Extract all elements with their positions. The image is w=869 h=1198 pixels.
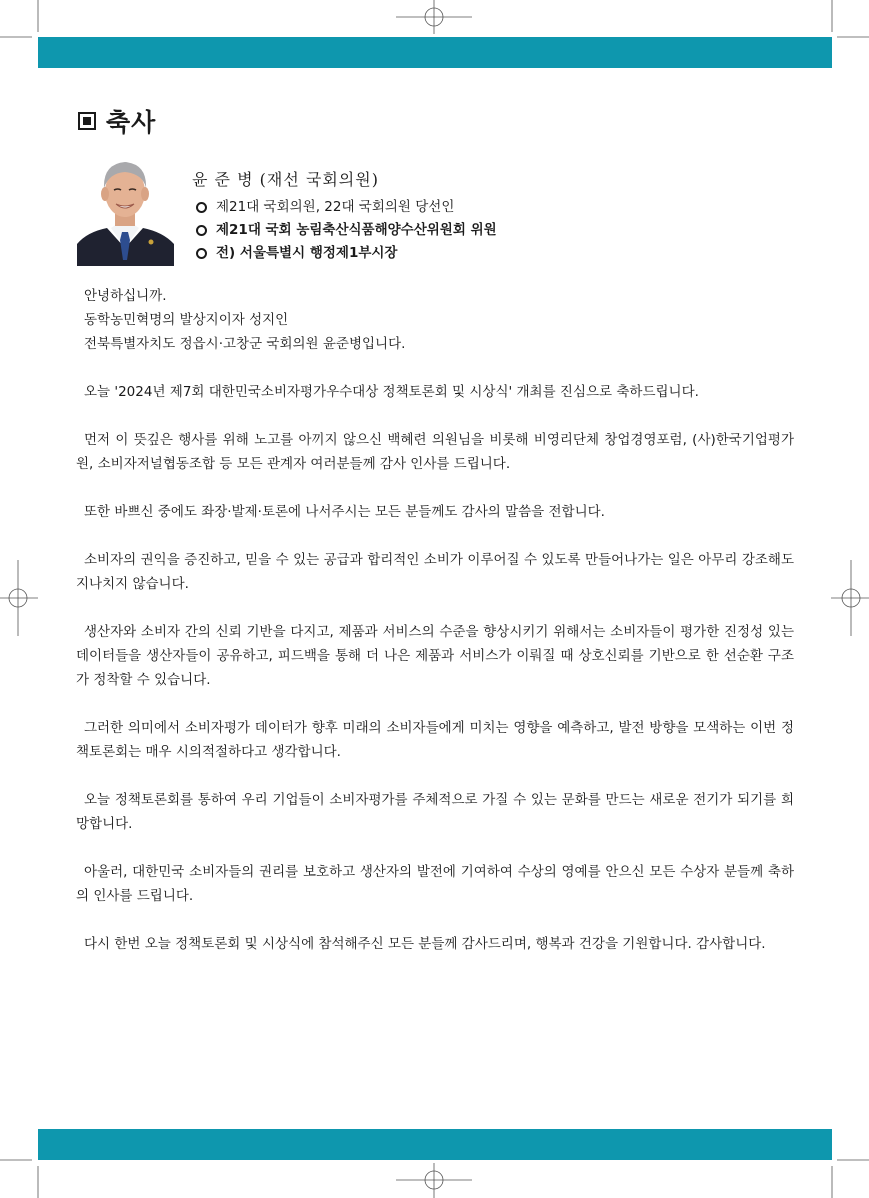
circle-bullet-icon bbox=[196, 225, 207, 236]
greeting-line: 동학농민혁명의 발상지이자 성지인 bbox=[84, 312, 289, 328]
career-item bbox=[196, 219, 497, 242]
paragraph: 먼저 이 뜻깊은 행사를 위해 노고를 아끼지 않으신 백혜련 의원님을 비롯해 비영리단체 창업경영포럼, (사)한국기업평가원, 소비자저널협동조합 등 모든 관계자 여러분들께 감사 인사를 드립니다. bbox=[76, 432, 794, 472]
paragraph: 그러한 의미에서 소비자평가 데이터가 향후 미래의 소비자들에게 미치는 영향을 예측하고, 발전 방향을 모색하는 이번 정책토론회는 매우 시의적절하다고 생각합니다. bbox=[76, 720, 794, 760]
paragraph: 또한 바쁘신 중에도 좌장·발제·토론에 나서주시는 모든 분들께도 감사의 말씀을 전합니다. bbox=[84, 504, 605, 520]
career-item-text: 전) 서울특별시 행정제1부시장 bbox=[216, 245, 398, 261]
person-name: 윤 준 병 (재선 국회의원) bbox=[192, 170, 379, 189]
speech-body bbox=[76, 284, 794, 980]
section-title bbox=[78, 108, 156, 138]
header-band bbox=[38, 37, 832, 68]
paragraph: 소비자의 권익을 증진하고, 믿을 수 있는 공급과 합리적인 소비가 이루어질 수 있도록 만들어나가는 일은 아무리 강조해도 지나치지 않습니다. bbox=[76, 552, 794, 592]
greeting-line: 전북특별자치도 정읍시·고창군 국회의원 윤준병입니다. bbox=[84, 336, 406, 352]
career-item-text: 제21대 국회의원, 22대 국회의원 당선인 bbox=[216, 199, 455, 215]
portrait-photo bbox=[77, 152, 174, 266]
career-item bbox=[196, 196, 497, 219]
registration-mark-left bbox=[0, 560, 38, 636]
paragraph: 아울러, 대한민국 소비자들의 권리를 보호하고 생산자의 발전에 기여하여 수상의 영예를 안으신 모든 수상자 분들께 축하의 인사를 드립니다. bbox=[76, 864, 794, 904]
career-item-text: 제21대 국회 농림축산식품해양수산위원회 위원 bbox=[216, 222, 497, 238]
paragraph: 오늘 '2024년 제7회 대한민국소비자평가우수대상 정책토론회 및 시상식' 개최를 진심으로 축하드립니다. bbox=[84, 384, 699, 400]
circle-bullet-icon bbox=[196, 248, 207, 259]
paragraph: 생산자와 소비자 간의 신뢰 기반을 다지고, 제품과 서비스의 수준을 향상시키기 위해서는 소비자들이 평가한 진정성 있는 데이터들을 생산자들이 공유하고, 피드백을 통해 더 나은 제품과 서비스가 이뤄질 때 상호신뢰를 기반으로 한 선순환 구조가 정착할 수 있습니다. bbox=[76, 624, 794, 688]
registration-mark-top bbox=[396, 0, 472, 34]
registration-mark-bottom bbox=[396, 1163, 472, 1198]
greeting-line: 안녕하십니까. bbox=[84, 288, 167, 304]
career-item bbox=[196, 242, 497, 265]
square-bullet-icon bbox=[78, 112, 96, 130]
circle-bullet-icon bbox=[196, 202, 207, 213]
registration-mark-right bbox=[831, 560, 869, 636]
footer-band bbox=[38, 1129, 832, 1160]
career-list bbox=[196, 196, 497, 265]
section-title-text: 축사 bbox=[106, 108, 157, 137]
paragraph: 다시 한번 오늘 정책토론회 및 시상식에 참석해주신 모든 분들께 감사드리며, 행복과 건강을 기원합니다. 감사합니다. bbox=[84, 936, 766, 952]
paragraph: 오늘 정책토론회를 통하여 우리 기업들이 소비자평가를 주체적으로 가질 수 있는 문화를 만드는 새로운 전기가 되기를 희망합니다. bbox=[76, 792, 794, 832]
